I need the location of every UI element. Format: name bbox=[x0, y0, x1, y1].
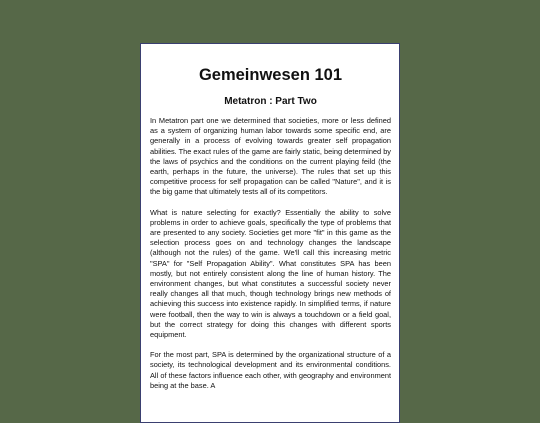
paragraph-1: In Metatron part one we determined that societies, more or less defined as a system of organizing human labor towards some specific end, are generally in a process of evolving towards greater self propagation abilities. The exact rules of the game are fairly static, being determined by the laws of psychics and the conditions on the current playing feild (the earth, perhaps in the future, the universe). The rules that set up this competitive process for self propagation can be called "Nature", and it is the big game that ultimately tests all of its competitors. bbox=[150, 116, 392, 197]
paragraph-3: For the most part, SPA is determined by the organizational structure of a society, its technological development and its environmental conditions. All of these factors influence each other, with geography and environment being at the base. A bbox=[150, 350, 391, 390]
page-subtitle: Metatron : Part Two bbox=[224, 96, 317, 107]
page-title: Gemeinwesen 101 bbox=[198, 66, 343, 84]
document-page bbox=[140, 43, 400, 423]
paragraph-2: What is nature selecting for exactly? Essentially the ability to solve problems in order to achieve goals, specifically the type of problems that are presented to any society. Societies get more "fit" in this game as the selection process goes on and technology changes the landscape (although not the rules) of the game. We'll call this increasing metric "SPA" for "Self Propagation Ability". What constitutes SPA has been mostly, but not entirely consistent along the line of human history. The environment changes, but what constitutes a successful society never really changes all that much, though technology brings new methods of achieving this success into existence rapidly. In simplified terms, if nature were football, then the way to win is always a touchdown or a field goal, but the correct strategy for doing this changes with different sports equipment. bbox=[150, 207, 391, 340]
